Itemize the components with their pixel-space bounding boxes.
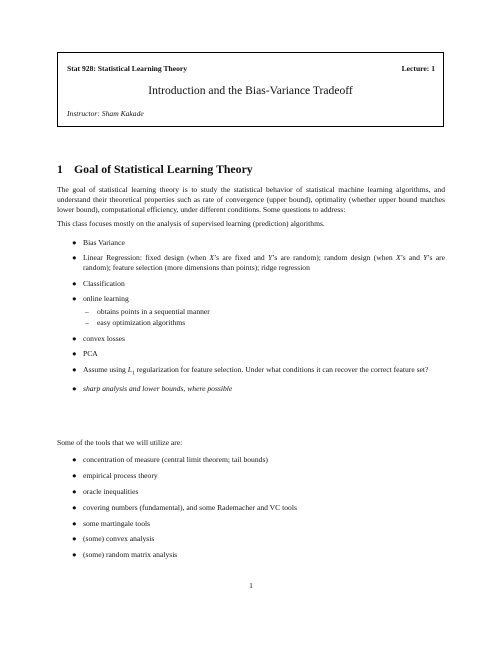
bullet-icon: ● — [72, 502, 77, 512]
sub-list-item: – obtains points in a sequential manner — [85, 306, 210, 316]
topic-linear-regression: Linear Regression: fixed design (when X’s are fixed and Y’s are random); random design (when X’s and Y’s are random); feature selection (more dimensions than points); ridge regression — [83, 253, 446, 273]
topic-l1-regularization: Assume using $L_1$ regularization for feature selection. Under what conditions it can recover the correct feature set? — [83, 364, 429, 377]
section-number: 1 — [57, 162, 63, 176]
list-item — [57, 238, 445, 248]
list-item: ● some martingale tools — [72, 518, 151, 528]
intro-paragraph: The goal of statistical learning theory is to study the statistical behavior of statistical machine learning algorithms, and understand their theoretical properties such as rate of convergence (upper bound), optimality (whether upper bound matches lower bound), computational efficiency, under different conditions. Some questions to address: — [57, 185, 445, 214]
topic-sharp-analysis: sharp analysis and lower bounds, where possible — [83, 384, 233, 394]
bullet-icon: ● — [72, 253, 77, 263]
online-learning-sublist — [83, 307, 445, 328]
bullet-icon: ● — [72, 470, 77, 480]
list-item — [57, 365, 445, 379]
list-item — [57, 253, 445, 273]
lecture-header-box — [57, 52, 444, 127]
bullet-icon: ● — [72, 333, 77, 343]
bullet-icon: ● — [72, 486, 77, 496]
list-item — [57, 294, 445, 328]
list-item: ● empirical process theory — [72, 470, 158, 480]
bullet-icon: ● — [72, 349, 77, 359]
topic-pca: PCA — [83, 349, 98, 359]
bullet-icon: ● — [72, 550, 77, 560]
list-item: ● (some) convex analysis — [72, 534, 155, 544]
bullet-icon: ● — [72, 384, 77, 394]
dash-icon: – — [85, 306, 89, 316]
lecture-title: Introduction and the Bias-Variance Tradeoff — [148, 84, 353, 97]
instructor-name: Instructor: Sham Kakade — [67, 109, 144, 118]
topic-bias-variance: Bias Variance — [83, 238, 125, 247]
bullet-icon: ● — [72, 364, 77, 374]
topic-convex-losses: convex losses — [83, 333, 125, 343]
list-item — [57, 334, 445, 344]
list-item — [57, 384, 445, 394]
bullet-icon: ● — [72, 293, 77, 303]
bullet-icon: ● — [72, 455, 77, 464]
section-title: Goal of Statistical Learning Theory — [74, 162, 253, 176]
page-number: 1 — [249, 581, 253, 590]
bullet-icon: ● — [72, 518, 77, 528]
topic-classification: Classification — [83, 278, 125, 288]
list-item — [57, 279, 445, 289]
section-heading — [57, 162, 253, 177]
topic-online-learning: online learning — [83, 293, 129, 303]
lecture-number: Lecture: 1 — [401, 64, 435, 73]
list-item: ● concentration of measure (central limit theorem; tail bounds) — [72, 455, 268, 464]
bullet-icon: ● — [72, 238, 77, 247]
list-item — [57, 349, 445, 359]
focus-paragraph: This class focuses mostly on the analysis of supervised learning (prediction) algorithms. — [57, 219, 325, 228]
topics-list — [57, 238, 445, 400]
list-item: ● covering numbers (fundamental), and some Rademacher and VC tools — [72, 502, 297, 512]
bullet-icon: ● — [72, 534, 77, 544]
course-title: Stat 928: Statistical Learning Theory — [67, 64, 188, 73]
dash-icon: – — [85, 318, 89, 328]
list-item: ● oracle inequalities — [72, 486, 139, 496]
tools-intro: Some of the tools that we will utilize are: — [57, 438, 183, 447]
tools-list — [57, 455, 445, 566]
list-item: ● (some) random matrix analysis — [72, 550, 178, 560]
bullet-icon: ● — [72, 278, 77, 288]
sub-list-item: – easy optimization algorithms — [85, 318, 186, 328]
